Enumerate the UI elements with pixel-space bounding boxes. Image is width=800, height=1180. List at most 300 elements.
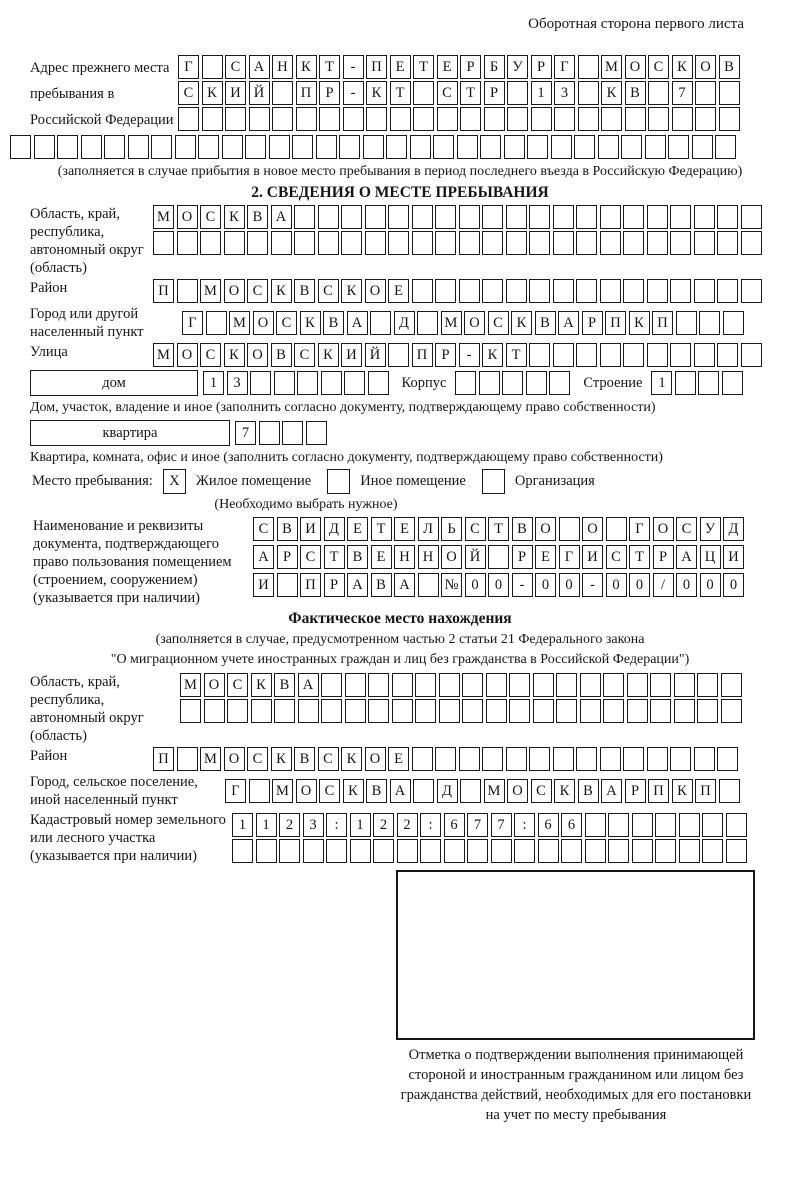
char-cell[interactable] (694, 205, 715, 229)
char-cell[interactable] (655, 839, 676, 863)
char-cell[interactable]: Б (484, 55, 505, 79)
char-cell[interactable]: К (672, 55, 693, 79)
char-cell[interactable] (412, 231, 433, 255)
char-cell[interactable]: А (253, 545, 274, 569)
checkbox-inoe[interactable] (327, 469, 350, 494)
char-cell[interactable]: М (200, 747, 221, 771)
char-cell[interactable]: 0 (535, 573, 556, 597)
char-cell[interactable]: Д (437, 779, 458, 803)
char-cell[interactable] (365, 231, 386, 255)
char-cell[interactable]: В (277, 517, 298, 541)
char-cell[interactable] (506, 279, 527, 303)
char-cell[interactable] (282, 421, 303, 445)
char-cell[interactable]: К (202, 81, 223, 105)
char-cell[interactable]: К (629, 311, 650, 335)
char-cell[interactable] (34, 135, 55, 159)
char-cell[interactable]: П (153, 279, 174, 303)
char-cell[interactable] (506, 747, 527, 771)
char-cell[interactable] (388, 231, 409, 255)
char-cell[interactable] (457, 135, 478, 159)
char-cell[interactable] (306, 421, 327, 445)
char-cell[interactable]: К (554, 779, 575, 803)
char-cell[interactable]: В (371, 573, 392, 597)
char-cell[interactable] (177, 279, 198, 303)
char-cell[interactable]: В (274, 673, 295, 697)
char-cell[interactable]: Г (225, 779, 246, 803)
char-cell[interactable] (668, 135, 689, 159)
char-cell[interactable] (341, 205, 362, 229)
char-cell[interactable]: А (271, 205, 292, 229)
char-cell[interactable] (533, 699, 554, 723)
char-cell[interactable]: № (441, 573, 462, 597)
char-cell[interactable]: К (296, 55, 317, 79)
char-cell[interactable]: А (298, 673, 319, 697)
char-cell[interactable] (527, 135, 548, 159)
char-cell[interactable] (699, 311, 720, 335)
char-cell[interactable]: О (365, 747, 386, 771)
char-cell[interactable]: В (247, 205, 268, 229)
char-cell[interactable]: С (294, 343, 315, 367)
char-cell[interactable]: 0 (676, 573, 697, 597)
char-cell[interactable]: И (253, 573, 274, 597)
char-cell[interactable]: Д (394, 311, 415, 335)
char-cell[interactable]: 3 (554, 81, 575, 105)
char-cell[interactable] (695, 107, 716, 131)
char-cell[interactable] (222, 135, 243, 159)
char-cell[interactable]: Ь (441, 517, 462, 541)
char-cell[interactable]: Р (625, 779, 646, 803)
char-cell[interactable] (647, 747, 668, 771)
char-cell[interactable]: С (318, 279, 339, 303)
char-cell[interactable] (504, 135, 525, 159)
char-cell[interactable] (556, 673, 577, 697)
char-cell[interactable]: Д (324, 517, 345, 541)
char-cell[interactable]: С (676, 517, 697, 541)
char-cell[interactable] (368, 371, 389, 395)
char-cell[interactable] (344, 371, 365, 395)
char-cell[interactable] (247, 231, 268, 255)
char-cell[interactable]: : (514, 813, 535, 837)
char-cell[interactable]: С (465, 517, 486, 541)
char-cell[interactable]: О (507, 779, 528, 803)
checkbox-zhiloe[interactable]: X (163, 469, 186, 494)
char-cell[interactable]: 1 (256, 813, 277, 837)
char-cell[interactable]: Т (319, 55, 340, 79)
char-cell[interactable]: М (180, 673, 201, 697)
char-cell[interactable] (198, 135, 219, 159)
char-cell[interactable] (245, 135, 266, 159)
char-cell[interactable] (509, 673, 530, 697)
char-cell[interactable] (674, 673, 695, 697)
char-cell[interactable]: И (341, 343, 362, 367)
char-cell[interactable] (249, 779, 270, 803)
char-cell[interactable] (694, 343, 715, 367)
char-cell[interactable] (435, 231, 456, 255)
char-cell[interactable]: 3 (303, 813, 324, 837)
char-cell[interactable]: М (153, 343, 174, 367)
char-cell[interactable]: Т (506, 343, 527, 367)
char-cell[interactable] (303, 839, 324, 863)
char-cell[interactable] (509, 699, 530, 723)
char-cell[interactable]: В (625, 81, 646, 105)
char-cell[interactable]: П (300, 573, 321, 597)
char-cell[interactable] (600, 231, 621, 255)
char-cell[interactable]: О (365, 279, 386, 303)
char-cell[interactable] (553, 279, 574, 303)
char-cell[interactable] (694, 747, 715, 771)
char-cell[interactable]: 7 (467, 813, 488, 837)
char-cell[interactable]: Е (390, 55, 411, 79)
char-cell[interactable]: Р (653, 545, 674, 569)
char-cell[interactable] (326, 839, 347, 863)
char-cell[interactable]: - (343, 55, 364, 79)
char-cell[interactable] (719, 81, 740, 105)
char-cell[interactable] (319, 107, 340, 131)
char-cell[interactable] (151, 135, 172, 159)
char-cell[interactable] (373, 839, 394, 863)
char-cell[interactable] (670, 747, 691, 771)
char-cell[interactable] (675, 371, 696, 395)
char-cell[interactable] (676, 311, 697, 335)
char-cell[interactable]: М (200, 279, 221, 303)
char-cell[interactable] (57, 135, 78, 159)
char-cell[interactable]: 0 (723, 573, 744, 597)
char-cell[interactable] (128, 135, 149, 159)
char-cell[interactable]: О (224, 747, 245, 771)
char-cell[interactable] (531, 107, 552, 131)
char-cell[interactable]: П (153, 747, 174, 771)
char-cell[interactable] (269, 135, 290, 159)
char-cell[interactable] (692, 135, 713, 159)
char-cell[interactable] (200, 231, 221, 255)
char-cell[interactable] (576, 747, 597, 771)
char-cell[interactable]: Р (484, 81, 505, 105)
char-cell[interactable]: М (229, 311, 250, 335)
char-cell[interactable] (600, 279, 621, 303)
char-cell[interactable] (460, 779, 481, 803)
char-cell[interactable]: С (319, 779, 340, 803)
char-cell[interactable]: К (271, 747, 292, 771)
char-cell[interactable] (462, 699, 483, 723)
char-cell[interactable]: О (247, 343, 268, 367)
char-cell[interactable]: А (390, 779, 411, 803)
char-cell[interactable]: А (249, 55, 270, 79)
char-cell[interactable]: М (484, 779, 505, 803)
char-cell[interactable]: 7 (672, 81, 693, 105)
char-cell[interactable] (506, 205, 527, 229)
char-cell[interactable] (224, 231, 245, 255)
char-cell[interactable]: Н (272, 55, 293, 79)
char-cell[interactable]: 7 (491, 813, 512, 837)
char-cell[interactable] (623, 343, 644, 367)
char-cell[interactable] (274, 699, 295, 723)
char-cell[interactable] (741, 279, 762, 303)
char-cell[interactable]: К (318, 343, 339, 367)
char-cell[interactable] (10, 135, 31, 159)
char-cell[interactable]: С (253, 517, 274, 541)
char-cell[interactable] (627, 699, 648, 723)
char-cell[interactable]: Г (554, 55, 575, 79)
char-cell[interactable] (321, 371, 342, 395)
char-cell[interactable]: Т (390, 81, 411, 105)
char-cell[interactable] (585, 839, 606, 863)
char-cell[interactable]: К (300, 311, 321, 335)
char-cell[interactable] (271, 231, 292, 255)
char-cell[interactable]: М (272, 779, 293, 803)
char-cell[interactable]: В (512, 517, 533, 541)
char-cell[interactable] (529, 747, 550, 771)
char-cell[interactable] (437, 107, 458, 131)
char-cell[interactable] (648, 81, 669, 105)
char-cell[interactable] (623, 279, 644, 303)
char-cell[interactable]: 0 (465, 573, 486, 597)
char-cell[interactable] (460, 107, 481, 131)
char-cell[interactable] (459, 747, 480, 771)
char-cell[interactable] (694, 279, 715, 303)
char-cell[interactable]: Г (559, 545, 580, 569)
char-cell[interactable] (81, 135, 102, 159)
char-cell[interactable] (553, 231, 574, 255)
char-cell[interactable]: А (558, 311, 579, 335)
char-cell[interactable] (486, 673, 507, 697)
char-cell[interactable]: О (177, 205, 198, 229)
char-cell[interactable] (576, 343, 597, 367)
char-cell[interactable] (363, 135, 384, 159)
char-cell[interactable] (206, 311, 227, 335)
char-cell[interactable] (723, 311, 744, 335)
char-cell[interactable]: П (366, 55, 387, 79)
char-cell[interactable]: Е (371, 545, 392, 569)
char-cell[interactable]: О (653, 517, 674, 541)
char-cell[interactable]: 0 (700, 573, 721, 597)
char-cell[interactable] (695, 81, 716, 105)
char-cell[interactable]: С (437, 81, 458, 105)
char-cell[interactable]: А (347, 573, 368, 597)
char-cell[interactable]: - (582, 573, 603, 597)
char-cell[interactable] (177, 231, 198, 255)
char-cell[interactable] (272, 81, 293, 105)
char-cell[interactable] (507, 81, 528, 105)
char-cell[interactable]: П (412, 343, 433, 367)
char-cell[interactable] (177, 747, 198, 771)
char-cell[interactable] (397, 839, 418, 863)
char-cell[interactable] (576, 205, 597, 229)
char-cell[interactable] (178, 107, 199, 131)
char-cell[interactable]: Й (249, 81, 270, 105)
char-cell[interactable] (482, 205, 503, 229)
char-cell[interactable] (345, 673, 366, 697)
char-cell[interactable] (698, 371, 719, 395)
char-cell[interactable] (459, 205, 480, 229)
char-cell[interactable]: С (178, 81, 199, 105)
char-cell[interactable] (650, 673, 671, 697)
char-cell[interactable] (556, 699, 577, 723)
char-cell[interactable] (153, 231, 174, 255)
char-cell[interactable]: : (326, 813, 347, 837)
char-cell[interactable] (559, 517, 580, 541)
char-cell[interactable]: Г (182, 311, 203, 335)
char-cell[interactable]: Р (319, 81, 340, 105)
char-cell[interactable]: / (653, 573, 674, 597)
checkbox-organizatsiya[interactable] (482, 469, 505, 494)
char-cell[interactable]: В (366, 779, 387, 803)
char-cell[interactable]: Т (371, 517, 392, 541)
char-cell[interactable] (702, 813, 723, 837)
char-cell[interactable]: 3 (227, 371, 248, 395)
char-cell[interactable] (603, 699, 624, 723)
char-cell[interactable] (439, 673, 460, 697)
char-cell[interactable] (365, 205, 386, 229)
char-cell[interactable] (529, 343, 550, 367)
char-cell[interactable] (694, 231, 715, 255)
char-cell[interactable] (702, 839, 723, 863)
char-cell[interactable] (321, 673, 342, 697)
char-cell[interactable] (741, 231, 762, 255)
char-cell[interactable] (420, 839, 441, 863)
char-cell[interactable]: К (511, 311, 532, 335)
char-cell[interactable]: С (225, 55, 246, 79)
char-cell[interactable] (574, 135, 595, 159)
char-cell[interactable]: В (323, 311, 344, 335)
char-cell[interactable] (392, 699, 413, 723)
char-cell[interactable] (202, 107, 223, 131)
char-cell[interactable]: - (343, 81, 364, 105)
char-cell[interactable] (580, 699, 601, 723)
char-cell[interactable] (670, 231, 691, 255)
char-cell[interactable] (598, 135, 619, 159)
char-cell[interactable] (717, 279, 738, 303)
char-cell[interactable] (104, 135, 125, 159)
char-cell[interactable] (486, 699, 507, 723)
char-cell[interactable] (292, 135, 313, 159)
char-cell[interactable] (467, 839, 488, 863)
char-cell[interactable]: В (535, 311, 556, 335)
char-cell[interactable]: Ц (700, 545, 721, 569)
char-cell[interactable]: С (200, 205, 221, 229)
char-cell[interactable] (296, 107, 317, 131)
char-cell[interactable]: Е (388, 747, 409, 771)
char-cell[interactable] (645, 135, 666, 159)
char-cell[interactable] (697, 699, 718, 723)
char-cell[interactable]: Е (388, 279, 409, 303)
char-cell[interactable]: 2 (397, 813, 418, 837)
char-cell[interactable]: Р (324, 573, 345, 597)
char-cell[interactable] (717, 205, 738, 229)
char-cell[interactable]: Н (394, 545, 415, 569)
char-cell[interactable]: А (394, 573, 415, 597)
char-cell[interactable]: К (224, 343, 245, 367)
char-cell[interactable] (726, 813, 747, 837)
char-cell[interactable]: А (347, 311, 368, 335)
char-cell[interactable] (632, 813, 653, 837)
char-cell[interactable] (538, 839, 559, 863)
char-cell[interactable] (578, 107, 599, 131)
char-cell[interactable]: В (719, 55, 740, 79)
char-cell[interactable] (479, 371, 500, 395)
char-cell[interactable]: Н (418, 545, 439, 569)
char-cell[interactable] (294, 205, 315, 229)
char-cell[interactable] (279, 839, 300, 863)
char-cell[interactable] (717, 343, 738, 367)
char-cell[interactable] (480, 135, 501, 159)
char-cell[interactable]: - (512, 573, 533, 597)
char-cell[interactable] (514, 839, 535, 863)
char-cell[interactable] (297, 371, 318, 395)
char-cell[interactable] (439, 699, 460, 723)
char-cell[interactable] (585, 813, 606, 837)
char-cell[interactable] (202, 55, 223, 79)
char-cell[interactable]: Т (629, 545, 650, 569)
char-cell[interactable] (553, 205, 574, 229)
char-cell[interactable] (491, 839, 512, 863)
char-cell[interactable]: Р (435, 343, 456, 367)
char-cell[interactable]: К (482, 343, 503, 367)
char-cell[interactable] (435, 747, 456, 771)
char-cell[interactable] (249, 107, 270, 131)
char-cell[interactable]: К (343, 779, 364, 803)
char-cell[interactable]: Е (535, 545, 556, 569)
char-cell[interactable] (388, 205, 409, 229)
char-cell[interactable]: О (625, 55, 646, 79)
char-cell[interactable] (670, 343, 691, 367)
char-cell[interactable] (623, 205, 644, 229)
char-cell[interactable]: О (224, 279, 245, 303)
char-cell[interactable]: Й (465, 545, 486, 569)
char-cell[interactable]: Т (460, 81, 481, 105)
char-cell[interactable] (415, 673, 436, 697)
char-cell[interactable] (415, 699, 436, 723)
char-cell[interactable]: А (601, 779, 622, 803)
char-cell[interactable] (623, 747, 644, 771)
char-cell[interactable]: К (601, 81, 622, 105)
char-cell[interactable]: И (723, 545, 744, 569)
char-cell[interactable]: 6 (538, 813, 559, 837)
char-cell[interactable] (717, 747, 738, 771)
char-cell[interactable] (507, 107, 528, 131)
char-cell[interactable] (549, 371, 570, 395)
char-cell[interactable]: К (271, 279, 292, 303)
char-cell[interactable] (650, 699, 671, 723)
char-cell[interactable]: 1 (232, 813, 253, 837)
char-cell[interactable] (608, 839, 629, 863)
char-cell[interactable] (578, 81, 599, 105)
char-cell[interactable] (433, 135, 454, 159)
char-cell[interactable]: О (204, 673, 225, 697)
char-cell[interactable]: Т (413, 55, 434, 79)
char-cell[interactable] (672, 107, 693, 131)
char-cell[interactable] (551, 135, 572, 159)
char-cell[interactable]: К (251, 673, 272, 697)
char-cell[interactable] (390, 107, 411, 131)
char-cell[interactable] (561, 839, 582, 863)
char-cell[interactable]: О (582, 517, 603, 541)
char-cell[interactable] (529, 205, 550, 229)
char-cell[interactable]: С (247, 279, 268, 303)
char-cell[interactable] (722, 371, 743, 395)
char-cell[interactable]: Р (531, 55, 552, 79)
char-cell[interactable]: Т (324, 545, 345, 569)
char-cell[interactable] (621, 135, 642, 159)
char-cell[interactable]: 7 (235, 421, 256, 445)
char-cell[interactable]: 1 (531, 81, 552, 105)
char-cell[interactable]: С (531, 779, 552, 803)
char-cell[interactable] (204, 699, 225, 723)
char-cell[interactable]: В (294, 747, 315, 771)
char-cell[interactable] (298, 699, 319, 723)
char-cell[interactable]: С (247, 747, 268, 771)
char-cell[interactable] (670, 279, 691, 303)
char-cell[interactable] (717, 231, 738, 255)
